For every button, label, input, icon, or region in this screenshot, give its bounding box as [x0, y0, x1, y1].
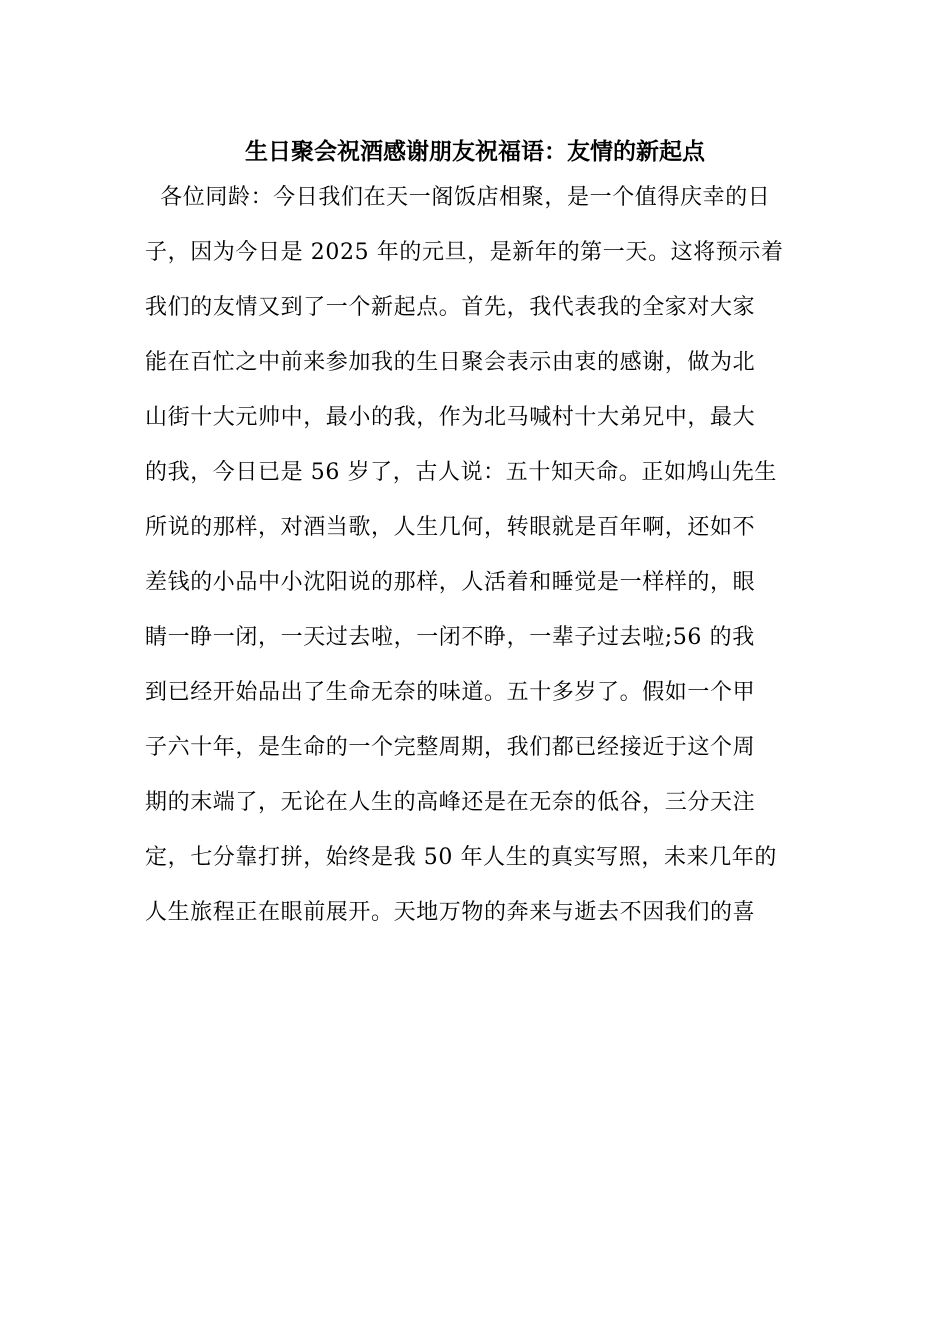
- body-line: 人生旅程正在眼前展开。天地万物的奔来与逝去不因我们的喜: [145, 900, 756, 925]
- body-line: 的我，今日已是 56 岁了，古人说：五十知天命。正如鸠山先生: [145, 460, 777, 485]
- body-line: 睛一睁一闭，一天过去啦，一闭不睁，一辈子过去啦;56 的我: [145, 625, 755, 650]
- body-line: 山街十大元帅中，最小的我，作为北马喊村十大弟兄中，最大: [145, 405, 756, 430]
- body-line: 能在百忙之中前来参加我的生日聚会表示由衷的感谢，做为北: [145, 350, 756, 375]
- body-line: 差钱的小品中小沈阳说的那样，人活着和睡觉是一样样的，眼: [145, 570, 756, 595]
- body-line: 各位同龄：今日我们在天一阁饭店相聚，是一个值得庆幸的日: [145, 185, 771, 210]
- body-line: 定，七分靠打拼，始终是我 50 年人生的真实写照，未来几年的: [145, 845, 777, 870]
- body-line: 到已经开始品出了生命无奈的味道。五十多岁了。假如一个甲: [145, 680, 756, 705]
- document-body: [145, 180, 810, 950]
- body-line: 子六十年，是生命的一个完整周期，我们都已经接近于这个周: [145, 735, 756, 760]
- body-line: 期的末端了，无论在人生的高峰还是在无奈的低谷，三分天注: [145, 790, 756, 815]
- body-line: 子，因为今日是 2025 年的元旦，是新年的第一天。这将预示着: [145, 240, 784, 265]
- body-line: 所说的那样，对酒当歌，人生几何，转眼就是百年啊，还如不: [145, 515, 756, 540]
- body-line: 我们的友情又到了一个新起点。首先，我代表我的全家对大家: [145, 295, 756, 320]
- document-title: 生日聚会祝酒感谢朋友祝福语：友情的新起点: [245, 138, 705, 165]
